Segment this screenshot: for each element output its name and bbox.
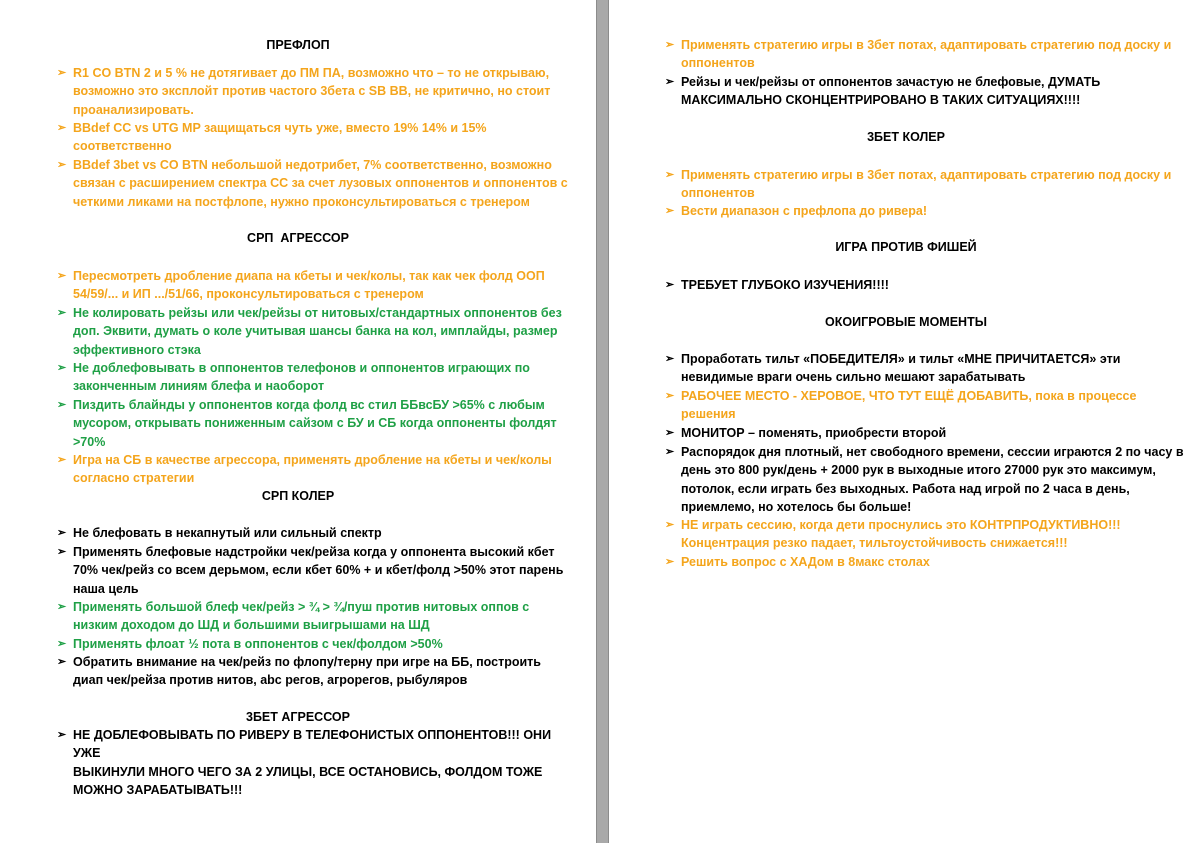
list-item-text: Пересмотреть дробление диапа на кбеты и чек/колы, так как чек фолд ООП 54/59/... и ИП .../51/66, проконсультироваться с тренером (73, 269, 545, 302)
list-item (57, 396, 577, 451)
arrow-bullet-icon: ➢ (665, 519, 675, 531)
list-item-text: Применять блефовые надстройки чек/рейза когда у оппонента высокий кбет 70% чек/рейз со всем дерьмом, если кбет 60% + и кбет/фолд >50% этот парень наша цель (73, 545, 564, 596)
arrow-bullet-icon: ➢ (57, 362, 67, 374)
list-item (665, 387, 1185, 424)
list-item-text: R1 CO BTN 2 и 5 % не дотягивает до ПМ ПА, возможно что – то не открываю, возможно это эксплойт против частого 3бета с SB BB, не критично, но стоит проанализировать. (73, 66, 551, 117)
arrow-bullet-icon: ➢ (665, 279, 675, 291)
arrow-bullet-icon: ➢ (665, 76, 675, 88)
list-item (665, 276, 1185, 294)
arrow-bullet-icon: ➢ (665, 353, 675, 365)
arrow-bullet-icon: ➢ (57, 454, 67, 466)
list-item (57, 64, 577, 119)
arrow-bullet-icon: ➢ (57, 399, 67, 411)
list-item-text: Применять стратегию игры в 3бет потах, адаптировать стратегию под доску и оппонентов (681, 38, 1172, 71)
list-item (57, 653, 577, 690)
list-item (57, 726, 577, 800)
list-item-text: Не колировать рейзы или чек/рейзы от нитовых/стандартных оппонентов без доп. Эквити, думать о коле учитывая шансы банка на кол, имплайды, размер эффективного стэка (73, 306, 562, 357)
arrow-bullet-icon: ➢ (665, 427, 675, 439)
arrow-bullet-icon: ➢ (57, 270, 67, 282)
list-item-text: BBdef CC vs UTG MP защищаться чуть уже, вместо 19% 14% и 15% соответственно (73, 121, 487, 154)
section-heading-srp-aggressor: СРП АГРЕССОР (247, 231, 349, 245)
section-heading-3bet-caller: 3БЕТ КОЛЕР (867, 130, 945, 144)
list-item-text: ТРЕБУЕТ ГЛУБОКО ИЗУЧЕНИЯ!!!! (681, 278, 889, 292)
list-item (57, 304, 577, 359)
section-heading-3bet-aggressor: 3БЕТ АГРЕССОР (246, 710, 350, 724)
list-item (665, 166, 1185, 203)
list-item (665, 202, 1185, 220)
document-page-left (0, 0, 596, 843)
list-item (665, 553, 1185, 571)
arrow-bullet-icon: ➢ (57, 307, 67, 319)
arrow-bullet-icon: ➢ (665, 169, 675, 181)
section-heading-srp-caller: СРП КОЛЕР (261, 489, 335, 503)
section-heading-off-game: ОКОИГРОВЫЕ МОМЕНТЫ (825, 315, 987, 329)
list-item (665, 36, 1185, 73)
arrow-bullet-icon: ➢ (665, 446, 675, 458)
page-gutter (596, 0, 609, 843)
arrow-bullet-icon: ➢ (57, 67, 67, 79)
arrow-bullet-icon: ➢ (57, 546, 67, 558)
list-item-text: Вести диапазон с префлопа до ривера! (681, 204, 927, 218)
arrow-bullet-icon: ➢ (665, 390, 675, 402)
list-item (57, 543, 577, 598)
section-heading-vs-fish: ИГРА ПРОТИВ ФИШЕЙ (835, 240, 977, 254)
list-item (665, 424, 1185, 442)
list-item (57, 635, 577, 653)
list-item-text: Пиздить блайнды у оппонентов когда фолд вс стил ББвсБУ >65% с любым мусором, открывать пониженным сайзом с БУ и СБ когда оппоненты фолдят >70% (73, 398, 557, 449)
list-item-text: РАБОЧЕЕ МЕСТО - ХЕРОВОЕ, ЧТО ТУТ ЕЩЁ ДОБАВИТЬ, пока в процессе решения (681, 389, 1137, 422)
list-item-text: НЕ ДОБЛЕФОВЫВАТЬ ПО РИВЕРУ В ТЕЛЕФОНИСТЫХ ОППОНЕНТОВ!!! ОНИ УЖЕ ВЫКИНУЛИ МНОГО ЧЕГО ЗА 2 УЛИЦЫ, ВСЕ ОСТАНОВИСЬ, ФОЛДОМ ТОЖЕ МОЖНО ЗАРАБАТЫВАТЬ!!! (73, 728, 552, 798)
arrow-bullet-icon: ➢ (57, 601, 67, 613)
list-item (665, 350, 1185, 387)
list-item-text: Рейзы и чек/рейзы от оппонентов зачастую не блефовые, ДУМАТЬ МАКСИМАЛЬНО СКОНЦЕНТРИРОВАНО В ТАКИХ СИТУАЦИЯХ!!!! (681, 75, 1101, 108)
list-item-text: BBdef 3bet vs CO BTN небольшой недотрибет, 7% соответственно, возможно связан с расширением спектра CC за счет лузовых оппонентов и оппонентов с четкими ликами на постфлопе, нужно проконсультироваться с тренером (73, 158, 568, 209)
arrow-bullet-icon: ➢ (665, 205, 675, 217)
list-item-text: Применять флоат ½ пота в оппонентов с чек/фолдом >50% (73, 637, 443, 651)
arrow-bullet-icon: ➢ (57, 527, 67, 539)
list-item (665, 443, 1185, 517)
arrow-bullet-icon: ➢ (57, 122, 67, 134)
list-item (57, 598, 577, 635)
list-item-text: Применять стратегию игры в 3бет потах, адаптировать стратегию под доску и оппонентов (681, 168, 1172, 201)
list-item-text: Решить вопрос с ХАДом в 8макс столах (681, 555, 930, 569)
list-item (57, 267, 577, 304)
list-item-text: Не блефовать в некапнутый или сильный спектр (73, 526, 382, 540)
arrow-bullet-icon: ➢ (57, 729, 67, 741)
document-page-right (609, 0, 1203, 843)
list-item (665, 516, 1185, 553)
list-item (665, 73, 1185, 110)
list-item-text: Игра на СБ в качестве агрессора, применять дробление на кбеты и чек/колы согласно стратегии (73, 453, 552, 486)
arrow-bullet-icon: ➢ (665, 39, 675, 51)
arrow-bullet-icon: ➢ (665, 556, 675, 568)
list-item (57, 451, 577, 488)
arrow-bullet-icon: ➢ (57, 159, 67, 171)
section-heading-preflop: ПРЕФЛОП (266, 38, 330, 52)
list-item-text: Распорядок дня плотный, нет свободного времени, сессии играются 2 по часу в день это 800 рук/день + 2000 рук в выходные итого 27000 рук это максимум, потолок, если играть без выходных. Работа над игрой по 2 часа в день, приемлемо, но хотелось бы больше! (681, 445, 1184, 515)
list-item-text: Применять большой блеф чек/рейз > ¾ > ¾/пуш против нитовых оппов с низким доходом до ШД и большими выигрышами на ШД (73, 600, 530, 633)
list-item-text: Не доблефовывать в оппонентов телефонов и оппонентов играющих по законченным линиям блефа и наоборот (73, 361, 530, 394)
list-item (57, 524, 577, 542)
arrow-bullet-icon: ➢ (57, 656, 67, 668)
list-item-text: МОНИТОР – поменять, приобрести второй (681, 426, 947, 440)
list-item (57, 156, 577, 211)
list-item (57, 119, 577, 156)
list-item-text: Обратить внимание на чек/рейз по флопу/терну при игре на ББ, построить диап чек/рейза против нитов, abc регов, агрорегов, рыбуляров (73, 655, 541, 688)
list-item-text: НЕ играть сессию, когда дети проснулись это КОНТРПРОДУКТИВНО!!! Концентрация резко падает, тильтоустойчивость снижается!!! (681, 518, 1121, 551)
list-item (57, 359, 577, 396)
arrow-bullet-icon: ➢ (57, 638, 67, 650)
list-item-text: Проработать тильт «ПОБЕДИТЕЛЯ» и тильт «МНЕ ПРИЧИТАЕТСЯ» эти невидимые враги очень сильно мешают зарабатывать (681, 352, 1121, 385)
